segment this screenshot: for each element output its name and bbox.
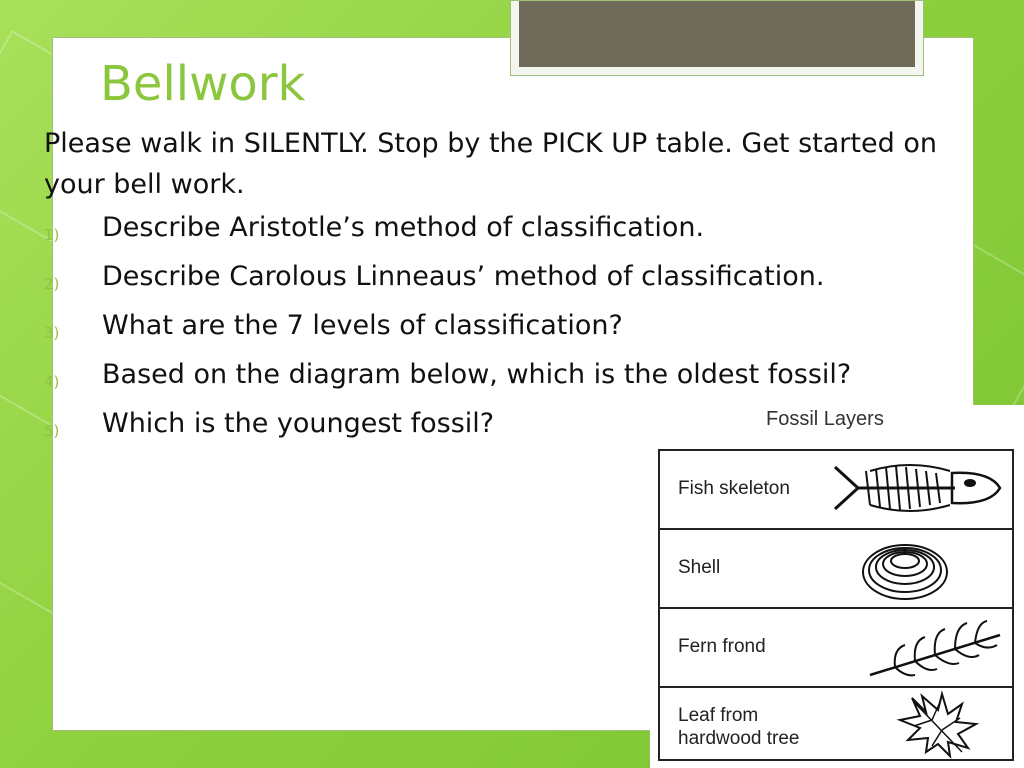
fossil-label: Fish skeleton	[678, 478, 790, 499]
question-number: 4)	[44, 373, 60, 391]
question-item	[44, 261, 1014, 309]
fossil-row-shell	[660, 530, 1012, 609]
question-number: 1)	[44, 226, 60, 244]
question-text: Which is the youngest fossil?	[102, 408, 495, 439]
slide-title: Bellwork	[100, 56, 306, 112]
fossil-label: Shell	[678, 557, 721, 578]
fossil-table	[658, 449, 1014, 761]
fossil-label	[678, 704, 799, 750]
fossil-label: Fern frond	[678, 636, 766, 657]
question-item	[44, 212, 1014, 260]
diagram-caption: Fossil Layers	[766, 408, 884, 430]
header-decoration-fill	[519, 1, 915, 67]
fossil-row-leaf	[660, 688, 1012, 765]
fossil-row-fish	[660, 451, 1012, 530]
question-number: 3)	[44, 324, 60, 342]
intro-text: Please walk in SILENTLY. Stop by the PICK UP table. Get started on your bell work.	[44, 128, 937, 200]
fossil-row-fern	[660, 609, 1012, 688]
question-item	[44, 310, 1014, 358]
leaf-icon	[892, 690, 982, 760]
question-number: 2)	[44, 275, 60, 293]
question-text: Based on the diagram below, which is the oldest fossil?	[102, 359, 852, 390]
question-number: 5)	[44, 422, 60, 440]
fossil-label-line: hardwood tree	[678, 728, 800, 749]
question-text: Describe Aristotle’s method of classification.	[102, 212, 705, 243]
fern-frond-icon	[865, 613, 1005, 683]
shell-icon	[860, 534, 950, 602]
question-item	[44, 359, 1014, 407]
fish-skeleton-icon	[830, 457, 1005, 519]
fossil-layers-diagram	[650, 405, 1024, 768]
header-decoration-box	[510, 0, 924, 76]
question-text: What are the 7 levels of classification?	[102, 310, 623, 341]
fossil-label-line: Leaf from	[678, 705, 759, 726]
question-text: Describe Carolous Linneaus’ method of classification.	[102, 261, 825, 292]
